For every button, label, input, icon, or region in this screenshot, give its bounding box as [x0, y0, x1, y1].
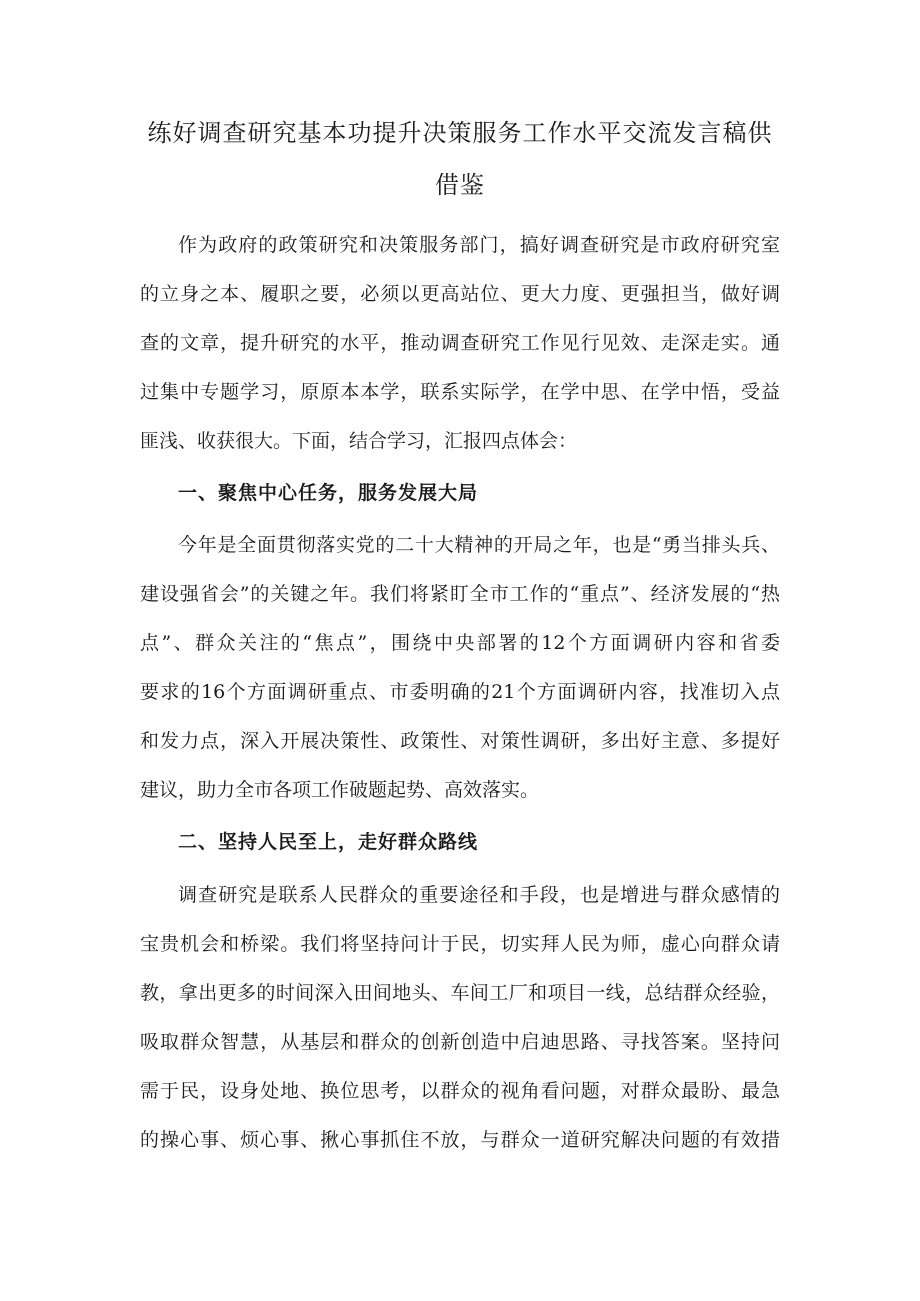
section-2-line: 调查研究是联系人民群众的重要途径和手段，也是增进与群众感情的 [178, 884, 780, 906]
intro-line: 查的文章，提升研究的水平，推动调查研究工作见行见效、走深走实。通 [140, 332, 780, 354]
section-1-line: 点”、群众关注的“焦点”，围绕中央部署的12个方面调研内容和省委 [140, 632, 780, 654]
section-1-line: 和发力点，深入开展决策性、政策性、对策性调研，多出好主意、多提好 [140, 730, 780, 752]
document-title-line-2: 借鉴 [435, 171, 485, 199]
section-2-heading: 二、坚持人民至上，走好群众路线 [178, 831, 479, 853]
section-2-line: 的操心事、烦心事、揪心事抓住不放，与群众一道研究解决问题的有效措 [140, 1129, 780, 1151]
section-1-line: 要求的16个方面调研重点、市委明确的21个方面调研内容，找准切入点 [140, 681, 780, 703]
section-2-line: 教，拿出更多的时间深入田间地头、车间工厂和项目一线，总结群众经验， [140, 982, 780, 1004]
document-title-line-1: 练好调查研究基本功提升决策服务工作水平交流发言稿供 [147, 119, 773, 147]
intro-line: 的立身之本、履职之要，必须以更高站位、更大力度、更强担当，做好调 [140, 283, 780, 305]
section-1-line: 建议，助力全市各项工作破题起势、高效落实。 [140, 779, 540, 801]
intro-line: 作为政府的政策研究和决策服务部门，搞好调查研究是市政府研究室 [178, 234, 780, 256]
intro-line: 匪浅、收获很大。下面，结合学习，汇报四点体会： [140, 430, 578, 452]
section-1-line: 今年是全面贯彻落实党的二十大精神的开局之年，也是“勇当排头兵、 [178, 534, 780, 556]
intro-line: 过集中专题学习，原原本本学，联系实际学，在学中思、在学中悟，受益 [140, 381, 780, 403]
section-2-line: 吸取群众智慧，从基层和群众的创新创造中启迪思路、寻找答案。坚持问 [140, 1031, 780, 1053]
section-2-line: 需于民，设身处地、换位思考，以群众的视角看问题，对群众最盼、最急 [140, 1080, 780, 1102]
section-1-line: 建设强省会”的关键之年。我们将紧盯全市工作的“重点”、经济发展的“热 [140, 583, 780, 605]
section-1-heading: 一、聚焦中心任务，服务发展大局 [178, 482, 479, 504]
section-2-line: 宝贵机会和桥梁。我们将坚持问计于民，切实拜人民为师，虚心向群众请 [140, 933, 780, 955]
